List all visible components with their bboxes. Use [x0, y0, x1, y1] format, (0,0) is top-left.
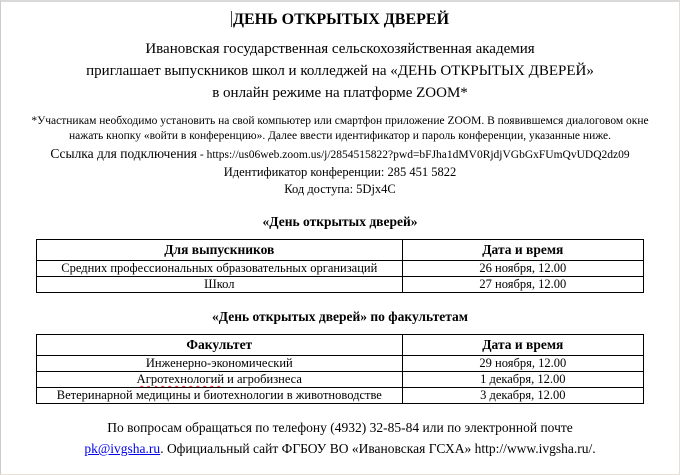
section2-heading: «День открытых дверей» по факультетам	[212, 309, 468, 324]
zoom-instructions-note: *Участникам необходимо установить на свой компьютер или смартфон приложение ZOOM. В появившемся диалоговом окне нажать кнопку «войти в конференцию». Далее ввести идентификатор и пароль конференции, указанные ниже.	[31, 115, 649, 142]
table-cell: 27 ноября, 12.00	[402, 277, 643, 293]
section1-heading: «День открытых дверей»	[262, 214, 418, 229]
intro-line: в онлайн режиме на платформе ZOOM*	[212, 85, 468, 101]
conference-id-line: Идентификатор конференции: 285 451 5822	[223, 165, 457, 179]
table-cell: 29 ноября, 12.00	[402, 356, 643, 372]
graduates-schedule-table	[36, 239, 644, 293]
connection-link-line	[19, 145, 661, 164]
document-title-text: ДЕНЬ ОТКРЫТЫХ ДВЕРЕЙ	[232, 11, 450, 28]
table-cell: Школ	[37, 277, 403, 293]
table-cell: Ветеринарной медицины и биотехнологии в животноводстве	[37, 388, 403, 404]
intro-line: Ивановская государственная сельскохозяйственная академия	[145, 41, 535, 57]
table-row	[37, 356, 644, 372]
intro-line: приглашает выпускников школ и колледжей на «ДЕНЬ ОТКРЫТЫХ ДВЕРЕЙ»	[86, 63, 594, 79]
footer-line-1: По вопросам обращаться по телефону (4932) 32-85-84 или по электронной почте	[107, 420, 573, 435]
table-header-row	[37, 240, 644, 261]
faculties-schedule-table	[36, 334, 644, 404]
connection-link-label: Ссылка для подключения	[50, 146, 197, 161]
table-row	[37, 277, 644, 293]
table-cell: 3 декабря, 12.00	[402, 388, 643, 404]
footer-line-2	[19, 438, 661, 459]
table-cell: Средних профессиональных образовательных организаций	[37, 261, 403, 277]
text-cursor	[231, 11, 232, 27]
table-cell: Инженерно-экономический	[37, 356, 403, 372]
access-code-line: Код доступа: 5Djx4C	[284, 182, 396, 196]
email-link[interactable]: pk@ivgsha.ru	[84, 441, 161, 456]
column-header-graduates: Для выпускников	[37, 240, 403, 261]
document-title	[19, 10, 661, 30]
table-cell: 1 декабря, 12.00	[402, 372, 643, 388]
misspelled-word: Агротехнологий	[136, 372, 225, 386]
connection-link-url: https://us06web.zoom.us/j/2854515822?pwd=bFJha1dMV0RjdjVGbGxFUmQvUDQ2dz09	[206, 149, 630, 161]
table-cell-text: и агробизнеса	[224, 372, 302, 386]
column-header-datetime: Дата и время	[402, 240, 643, 261]
table-row	[37, 261, 644, 277]
footer-line-2-text: . Официальный сайт ФГБОУ ВО «Ивановская ГСХА» http://www.ivgsha.ru/.	[160, 441, 596, 456]
column-header-faculty: Факультет	[37, 335, 403, 356]
connection-link-dash: -	[197, 149, 207, 161]
table-cell: 26 ноября, 12.00	[402, 261, 643, 277]
table-row	[37, 372, 644, 388]
column-header-datetime: Дата и время	[402, 335, 643, 356]
table-cell	[37, 372, 403, 388]
table-header-row	[37, 335, 644, 356]
table-row	[37, 388, 644, 404]
contact-footer	[19, 417, 661, 459]
